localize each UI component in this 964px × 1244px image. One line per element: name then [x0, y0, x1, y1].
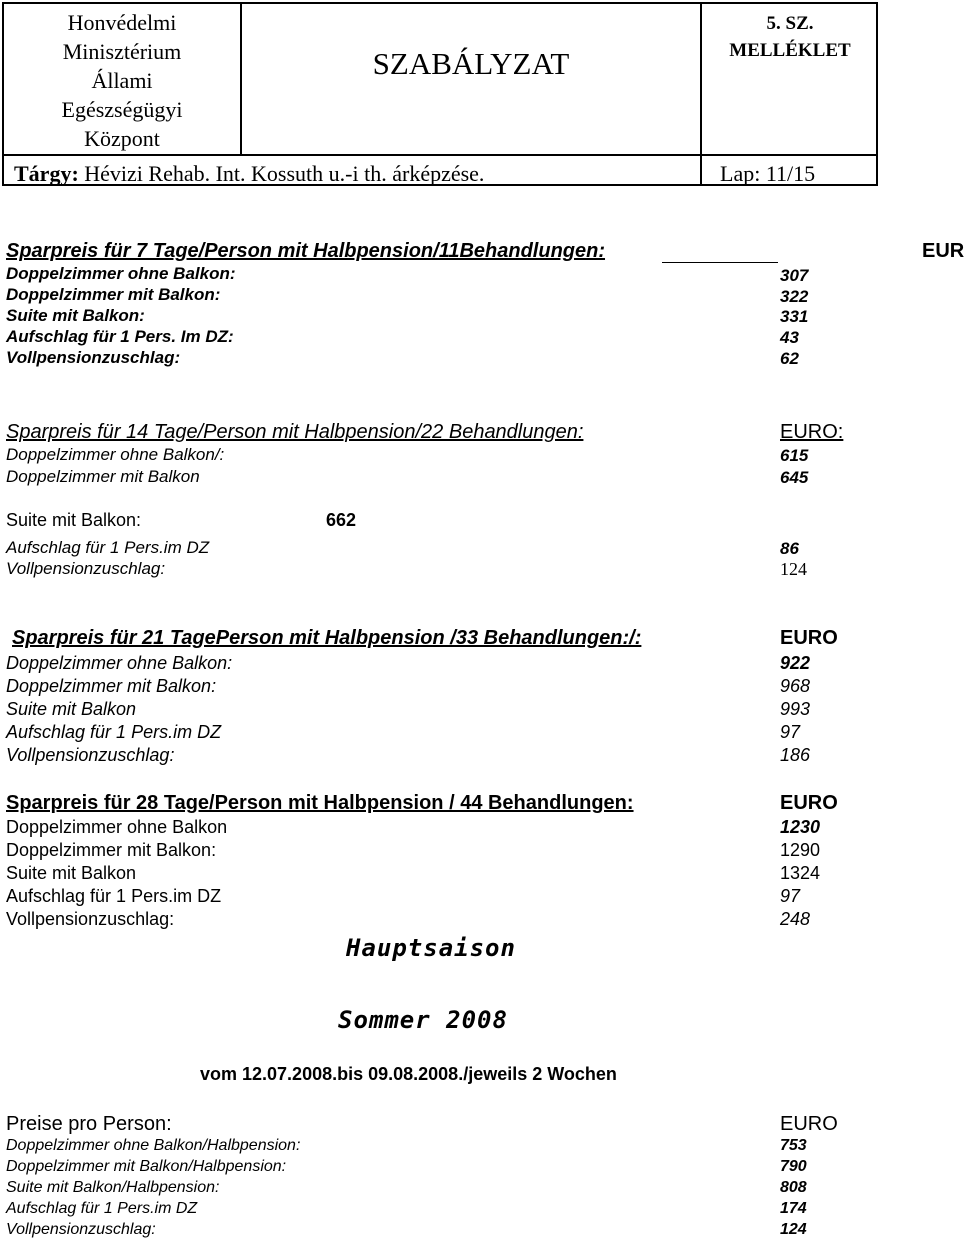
- section-heading: Preise pro Person:: [6, 1113, 172, 1135]
- row-label: Doppelzimmer ohne Balkon: [6, 817, 228, 837]
- row-price: 993: [780, 699, 811, 719]
- currency-label: EUR: [922, 240, 964, 262]
- row-price: 645: [780, 468, 809, 487]
- row-price: 186: [780, 745, 811, 765]
- row-price: 62: [780, 349, 799, 368]
- season-dates: vom 12.07.2008.bis 09.08.2008./jeweils 2 Wochen: [200, 1064, 617, 1084]
- row-price: 1324: [780, 863, 821, 883]
- organization-line: Minisztérium: [62, 39, 182, 64]
- row-label: Aufschlag für 1 Pers.im DZ: [6, 538, 210, 557]
- row-price: 322: [780, 287, 809, 306]
- organization-line: Egészségügyi: [61, 97, 183, 122]
- document-header: [2, 2, 878, 186]
- underline-rule: [662, 262, 778, 263]
- row-label: Aufschlag für 1 Pers.im DZ: [6, 886, 222, 906]
- row-price: 248: [780, 909, 811, 929]
- row-price: 808: [780, 1179, 807, 1196]
- subject-line: [14, 161, 484, 187]
- row-label: Doppelzimmer ohne Balkon/Halbpension:: [6, 1137, 301, 1154]
- season-year: Sommer 2008: [338, 1006, 508, 1034]
- row-price: 97: [780, 722, 801, 742]
- section-heading: Sparpreis für 21 TagePerson mit Halbpension /33 Behandlungen:/:: [12, 627, 642, 649]
- annex-label: [702, 10, 878, 64]
- row-label: Suite mit Balkon: [6, 699, 137, 719]
- row-label: Doppelzimmer mit Balkon: [6, 467, 200, 486]
- organization-line: Honvédelmi: [67, 10, 177, 35]
- organization-name: [4, 8, 240, 153]
- currency-label: EURO:: [780, 421, 844, 443]
- row-price: 922: [780, 653, 811, 673]
- currency-label: EURO: [780, 792, 838, 814]
- season-title: Hauptsaison: [346, 934, 516, 962]
- row-price: 662: [326, 510, 357, 530]
- row-price: 86: [780, 539, 799, 558]
- row-label: Doppelzimmer ohne Balkon:: [6, 653, 233, 673]
- row-price: 97: [780, 886, 801, 906]
- annex-word: MELLÉKLET: [729, 40, 851, 61]
- row-label: Doppelzimmer mit Balkon:: [6, 840, 217, 860]
- row-label: Vollpensionzuschlag:: [6, 1221, 156, 1238]
- annex-number: 5. SZ.: [766, 13, 814, 34]
- row-label: Doppelzimmer mit Balkon:: [6, 676, 217, 696]
- section-heading: Sparpreis für 7 Tage/Person mit Halbpension/11Behandlungen:: [6, 240, 606, 262]
- row-label: Aufschlag für 1 Pers.im DZ: [6, 722, 222, 742]
- currency-label: EURO: [780, 627, 838, 649]
- row-price: 331: [780, 307, 809, 326]
- section-heading: Sparpreis für 14 Tage/Person mit Halbpension/22 Behandlungen:: [6, 421, 584, 443]
- row-label: Doppelzimmer ohne Balkon/:: [6, 445, 225, 464]
- row-label: Suite mit Balkon: [6, 863, 137, 883]
- row-label: Doppelzimmer ohne Balkon:: [6, 264, 236, 283]
- row-price: 124: [780, 1221, 807, 1238]
- row-label: Vollpensionzuschlag:: [6, 348, 181, 367]
- row-price: 307: [780, 266, 809, 285]
- row-label: Vollpensionzuschlag:: [6, 909, 175, 929]
- subject-text: Hévizi Rehab. Int. Kossuth u.-i th. árképzése.: [78, 161, 485, 186]
- row-price: 1230: [780, 817, 821, 837]
- header-divider: [4, 154, 876, 156]
- row-label: Suite mit Balkon:: [6, 510, 142, 530]
- subject-label: Tárgy:: [14, 161, 79, 186]
- row-price: 615: [780, 446, 809, 465]
- row-label: Vollpensionzuschlag:: [6, 745, 175, 765]
- row-price: 174: [780, 1200, 807, 1217]
- row-price: 753: [780, 1137, 807, 1154]
- row-label: Aufschlag für 1 Pers. Im DZ:: [6, 327, 234, 346]
- page-number: Lap: 11/15: [720, 161, 816, 186]
- organization-line: Állami: [91, 68, 153, 93]
- row-label: Suite mit Balkon/Halbpension:: [6, 1179, 220, 1196]
- row-price: 43: [780, 328, 799, 347]
- currency-label: EURO: [780, 1113, 838, 1135]
- row-price: 968: [780, 676, 811, 696]
- row-label: Doppelzimmer mit Balkon:: [6, 285, 221, 304]
- row-label: Suite mit Balkon:: [6, 306, 145, 325]
- document-title: SZABÁLYZAT: [372, 46, 570, 81]
- row-price: 790: [780, 1158, 807, 1175]
- row-label: Vollpensionzuschlag:: [6, 559, 166, 578]
- row-price: 1290: [780, 840, 821, 860]
- section-heading: Sparpreis für 28 Tage/Person mit Halbpension / 44 Behandlungen:: [6, 792, 634, 814]
- row-label: Aufschlag für 1 Pers.im DZ: [6, 1200, 198, 1217]
- organization-line: Központ: [84, 126, 160, 151]
- row-label: Doppelzimmer mit Balkon/Halbpension:: [6, 1158, 287, 1175]
- row-price: 124: [780, 559, 807, 579]
